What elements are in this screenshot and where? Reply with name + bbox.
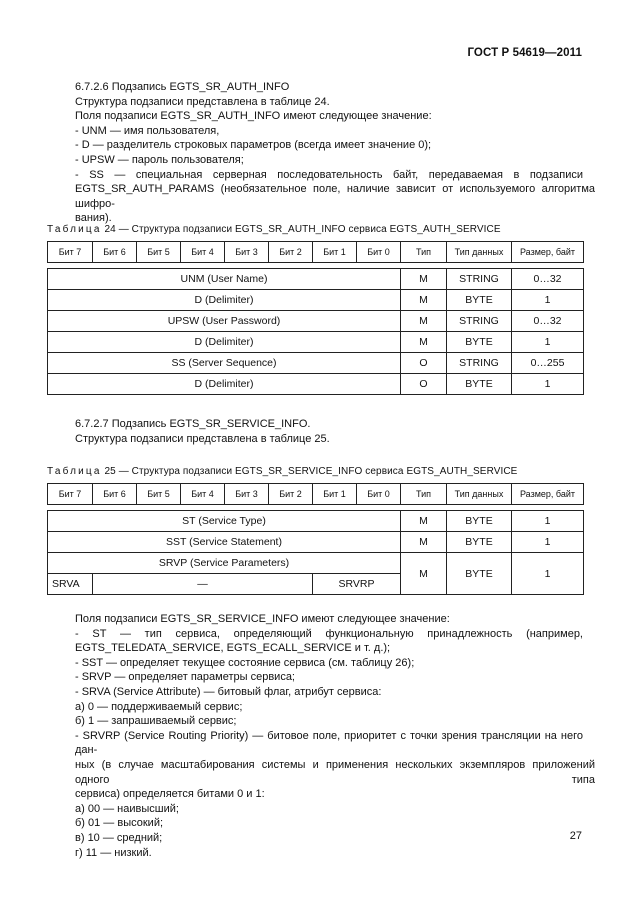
type-cell: O: [401, 353, 447, 374]
field-name-cell: D (Delimiter): [48, 290, 401, 311]
text-line: - UPSW — пароль пользователя;: [75, 153, 244, 166]
data-type-cell: STRING: [447, 353, 512, 374]
header-cell: Бит 6: [93, 242, 137, 263]
type-cell: O: [401, 374, 447, 395]
header-cell: Бит 4: [181, 242, 225, 263]
type-cell: M: [401, 332, 447, 353]
section-heading: 6.7.2.6 Подзапись EGTS_SR_AUTH_INFO: [75, 81, 290, 93]
field-name-cell: D (Delimiter): [48, 332, 401, 353]
table-25: [47, 483, 584, 595]
section-service-info: [75, 417, 583, 446]
header-cell: Бит 0: [357, 484, 401, 505]
text-line: б) 1 — запрашиваемый сервис;: [75, 715, 237, 728]
text-line: Поля подзаписи EGTS_SR_SERVICE_INFO имеют следующее значение:: [75, 613, 450, 625]
header-cell: Бит 1: [313, 242, 357, 263]
header-cell: Размер, байт: [512, 484, 584, 505]
caption-text: 24 — Структура подзаписи EGTS_SR_AUTH_INFO сервиса EGTS_AUTH_SERVICE: [104, 224, 501, 235]
srva-cell: SRVA: [48, 574, 93, 595]
text-line: Поля подзаписи EGTS_SR_AUTH_INFO имеют следующее значение:: [75, 110, 432, 123]
table-24: [47, 241, 584, 395]
text-line: - SST — определяет текущее состояние сервиса (см. таблицу 26);: [75, 656, 415, 669]
size-cell: 1: [512, 374, 584, 395]
page-number: 27: [569, 830, 582, 842]
reserved-cell: —: [93, 574, 313, 595]
type-cell: M: [401, 311, 447, 332]
size-cell: 0…32: [512, 311, 584, 332]
type-cell: M: [401, 553, 447, 595]
data-type-cell: BYTE: [447, 532, 512, 553]
text-line: - SRVA (Service Attribute) — битовый флаг, атрибут сервиса:: [75, 685, 382, 698]
size-cell: 1: [512, 553, 584, 595]
data-type-cell: BYTE: [447, 290, 512, 311]
field-name-cell: ST (Service Type): [48, 511, 401, 532]
table-row: [48, 511, 584, 532]
list-item: г) 11 — низкий.: [75, 846, 152, 859]
text-line: а) 0 — поддерживаемый сервис;: [75, 700, 243, 713]
text-line: - D — разделитель строковых параметров (всегда имеет значение 0);: [75, 139, 432, 152]
table-row: [48, 311, 584, 332]
header-cell: Бит 5: [137, 484, 181, 505]
size-cell: 1: [512, 532, 584, 553]
header-cell: Тип: [401, 242, 447, 263]
document-header: ГОСТ Р 54619—2011: [467, 47, 582, 59]
header-cell: Тип данных: [447, 484, 512, 505]
header-cell: Бит 3: [225, 484, 269, 505]
header-cell: Бит 6: [93, 484, 137, 505]
data-type-cell: BYTE: [447, 553, 512, 595]
text-line: - UNM — имя пользователя,: [75, 124, 220, 137]
table-24-caption: [47, 224, 501, 235]
text-line: EGTS_TELEDATA_SERVICE, EGTS_ECALL_SERVICE и т. д.);: [75, 642, 391, 655]
list-item: в) 10 — средний;: [75, 831, 163, 844]
text-line: Структура подзаписи представлена в таблице 24.: [75, 95, 330, 108]
text-line: - SRVP — определяет параметры сервиса;: [75, 671, 295, 684]
data-type-cell: BYTE: [447, 374, 512, 395]
text-line: вания).: [75, 212, 112, 225]
size-cell: 0…32: [512, 269, 584, 290]
field-name-cell: SS (Server Sequence): [48, 353, 401, 374]
data-type-cell: BYTE: [447, 511, 512, 532]
field-name-cell: SRVP (Service Parameters): [48, 553, 401, 574]
table-header-row: [48, 484, 584, 505]
table-row: [48, 374, 584, 395]
size-cell: 1: [512, 332, 584, 353]
field-name-cell: UNM (User Name): [48, 269, 401, 290]
size-cell: 0…255: [512, 353, 584, 374]
header-cell: Тип: [401, 484, 447, 505]
text-line: - ST — тип сервиса, определяющий функциональную принадлежность (например,: [75, 627, 583, 640]
header-cell: Бит 4: [181, 484, 225, 505]
header-cell: Бит 0: [357, 242, 401, 263]
header-cell: Бит 7: [48, 242, 93, 263]
size-cell: 1: [512, 511, 584, 532]
header-cell: Бит 2: [269, 484, 313, 505]
header-cell: Бит 1: [313, 484, 357, 505]
table-row: [48, 290, 584, 311]
text-line: - SRVRP (Service Routing Priority) — битовое поле, приоритет с точки зрения трансляции на него дан-: [75, 729, 583, 757]
type-cell: M: [401, 511, 447, 532]
field-name-cell: D (Delimiter): [48, 374, 401, 395]
table-25-caption: [47, 466, 517, 477]
table-row: [48, 532, 584, 553]
header-cell: Размер, байт: [512, 242, 584, 263]
header-cell: Бит 3: [225, 242, 269, 263]
header-cell: Тип данных: [447, 242, 512, 263]
text-line: - SS — специальная серверная последовательность байт, передаваемая в подзаписи: [75, 168, 583, 181]
data-type-cell: STRING: [447, 269, 512, 290]
field-name-cell: SST (Service Statement): [48, 532, 401, 553]
header-cell: Бит 7: [48, 484, 93, 505]
section-field-descriptions: [75, 612, 595, 860]
text-line: ных (в случае масштабирования системы и применения нескольких экземпляров приложений одного типа: [75, 758, 595, 786]
text-line: EGTS_SR_AUTH_PARAMS (необязательное поле, наличие зависит от используемого алгоритма шифро-: [75, 183, 595, 210]
table-header-row: [48, 242, 584, 263]
header-cell: Бит 2: [269, 242, 313, 263]
list-item: а) 00 — наивысший;: [75, 802, 179, 815]
text-line: Структура подзаписи представлена в таблице 25.: [75, 432, 330, 445]
srvrp-cell: SRVRP: [313, 574, 401, 595]
table-row: [48, 332, 584, 353]
type-cell: M: [401, 290, 447, 311]
caption-prefix: Таблица: [47, 466, 102, 477]
table-row: [48, 553, 584, 574]
type-cell: M: [401, 532, 447, 553]
list-item: б) 01 — высокий;: [75, 817, 164, 830]
caption-text: 25 — Структура подзаписи EGTS_SR_SERVICE_INFO сервиса EGTS_AUTH_SERVICE: [104, 466, 518, 477]
caption-prefix: Таблица: [47, 224, 102, 235]
header-cell: Бит 5: [137, 242, 181, 263]
section-heading: 6.7.2.7 Подзапись EGTS_SR_SERVICE_INFO.: [75, 418, 311, 430]
size-cell: 1: [512, 290, 584, 311]
text-line: сервиса) определяется битами 0 и 1:: [75, 788, 265, 801]
data-type-cell: BYTE: [447, 332, 512, 353]
section-auth-info: [75, 80, 595, 226]
data-type-cell: STRING: [447, 311, 512, 332]
type-cell: M: [401, 269, 447, 290]
field-name-cell: UPSW (User Password): [48, 311, 401, 332]
table-row: [48, 269, 584, 290]
table-row: [48, 353, 584, 374]
